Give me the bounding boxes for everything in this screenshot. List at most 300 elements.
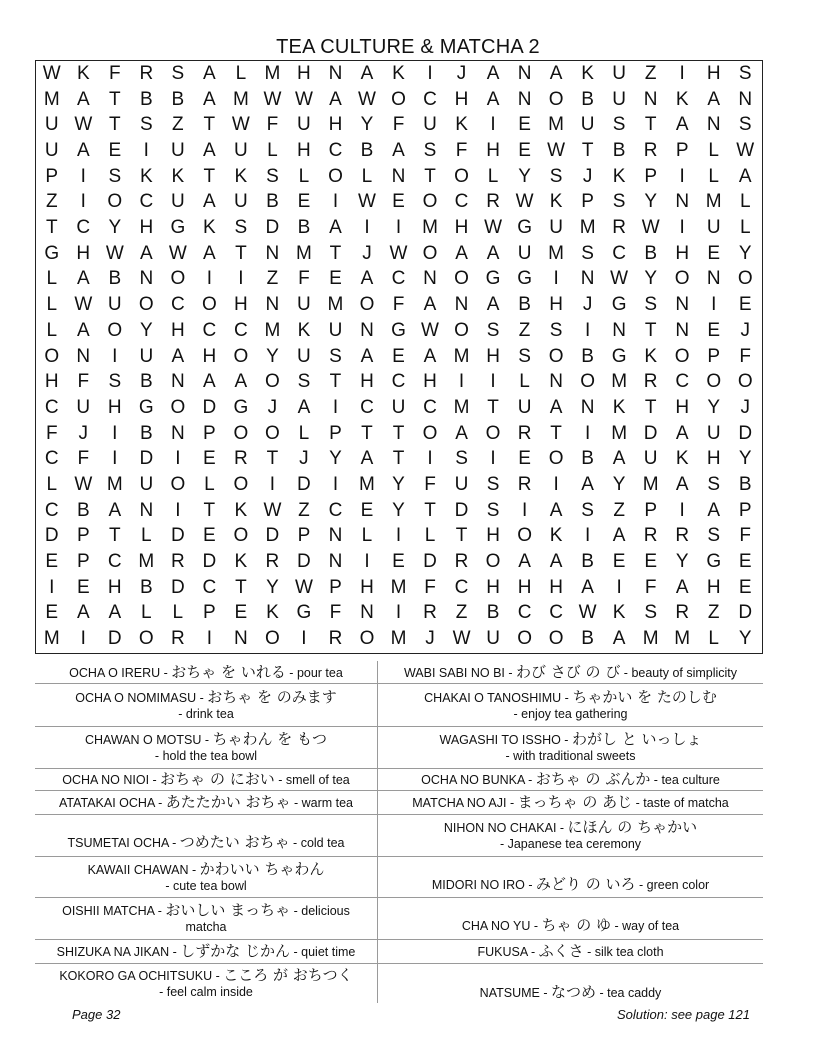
- grid-letter[interactable]: I: [143, 139, 149, 161]
- grid-letter[interactable]: O: [201, 294, 217, 316]
- grid-letter[interactable]: W: [389, 242, 408, 264]
- grid-letter[interactable]: E: [45, 551, 59, 573]
- grid-letter[interactable]: N: [643, 88, 658, 110]
- grid-letter[interactable]: I: [332, 473, 339, 495]
- grid-letter[interactable]: G: [233, 396, 249, 418]
- grid-letter[interactable]: H: [454, 88, 469, 110]
- grid-letter[interactable]: M: [359, 473, 375, 495]
- grid-letter[interactable]: H: [76, 242, 91, 264]
- grid-letter[interactable]: K: [549, 525, 563, 547]
- grid-letter[interactable]: Z: [172, 114, 184, 136]
- grid-letter[interactable]: A: [329, 217, 342, 239]
- grid-letter[interactable]: Z: [707, 602, 720, 624]
- grid-letter[interactable]: Z: [613, 499, 625, 521]
- grid-letter[interactable]: W: [610, 268, 629, 290]
- grid-letter[interactable]: A: [171, 345, 185, 367]
- grid-letter[interactable]: L: [267, 139, 278, 161]
- grid-letter[interactable]: C: [170, 294, 185, 316]
- grid-letter[interactable]: T: [45, 217, 58, 239]
- grid-letter[interactable]: Y: [738, 242, 752, 264]
- grid-letter[interactable]: T: [329, 242, 342, 264]
- grid-letter[interactable]: E: [392, 345, 405, 367]
- grid-letter[interactable]: P: [581, 191, 594, 213]
- grid-letter[interactable]: U: [517, 242, 532, 264]
- grid-letter[interactable]: U: [612, 88, 626, 110]
- grid-letter[interactable]: L: [172, 602, 184, 624]
- grid-letter[interactable]: E: [108, 139, 122, 161]
- grid-letter[interactable]: C: [517, 602, 532, 624]
- grid-letter[interactable]: B: [581, 551, 594, 573]
- grid-letter[interactable]: C: [612, 242, 626, 264]
- grid-letter[interactable]: W: [736, 139, 755, 161]
- grid-letter[interactable]: Z: [266, 268, 279, 290]
- grid-letter[interactable]: U: [580, 114, 595, 136]
- grid-letter[interactable]: U: [486, 628, 500, 650]
- grid-letter[interactable]: G: [485, 268, 501, 290]
- grid-letter[interactable]: I: [679, 165, 685, 187]
- grid-letter[interactable]: L: [141, 602, 152, 624]
- grid-letter[interactable]: O: [737, 371, 753, 393]
- grid-letter[interactable]: I: [112, 448, 118, 470]
- grid-letter[interactable]: N: [517, 88, 532, 110]
- grid-letter[interactable]: S: [549, 165, 563, 187]
- grid-letter[interactable]: T: [203, 165, 216, 187]
- grid-letter[interactable]: M: [705, 191, 722, 213]
- grid-letter[interactable]: I: [364, 551, 370, 573]
- grid-letter[interactable]: A: [392, 139, 405, 161]
- grid-letter[interactable]: O: [391, 88, 406, 110]
- grid-letter[interactable]: O: [138, 294, 154, 316]
- grid-letter[interactable]: B: [518, 294, 531, 316]
- grid-letter[interactable]: Y: [266, 345, 279, 367]
- grid-letter[interactable]: Y: [644, 268, 658, 290]
- grid-letter[interactable]: D: [297, 473, 311, 495]
- grid-letter[interactable]: O: [580, 371, 596, 393]
- grid-letter[interactable]: D: [265, 525, 280, 547]
- grid-letter[interactable]: B: [139, 576, 153, 598]
- grid-letter[interactable]: F: [392, 114, 405, 136]
- grid-letter[interactable]: F: [45, 422, 58, 444]
- grid-letter[interactable]: H: [517, 576, 532, 598]
- grid-letter[interactable]: U: [297, 114, 311, 136]
- grid-letter[interactable]: S: [707, 525, 721, 547]
- grid-letter[interactable]: W: [42, 62, 61, 84]
- grid-letter[interactable]: J: [362, 242, 372, 264]
- grid-letter[interactable]: J: [78, 422, 89, 444]
- grid-letter[interactable]: P: [297, 525, 311, 547]
- grid-letter[interactable]: Y: [266, 576, 279, 598]
- grid-letter[interactable]: U: [517, 396, 532, 418]
- grid-letter[interactable]: U: [612, 62, 626, 84]
- grid-letter[interactable]: P: [76, 525, 90, 547]
- grid-letter[interactable]: K: [297, 319, 311, 341]
- grid-letter[interactable]: I: [553, 268, 559, 290]
- grid-letter[interactable]: L: [298, 165, 310, 187]
- grid-letter[interactable]: L: [46, 319, 58, 341]
- grid-letter[interactable]: H: [139, 217, 154, 239]
- grid-letter[interactable]: N: [423, 268, 437, 290]
- grid-letter[interactable]: O: [737, 268, 753, 290]
- grid-letter[interactable]: M: [390, 628, 407, 650]
- grid-letter[interactable]: Y: [108, 217, 122, 239]
- grid-letter[interactable]: G: [44, 242, 60, 264]
- grid-letter[interactable]: I: [427, 448, 433, 470]
- grid-letter[interactable]: W: [452, 628, 471, 650]
- grid-letter[interactable]: C: [139, 191, 154, 213]
- grid-letter[interactable]: F: [108, 62, 121, 84]
- grid-letter[interactable]: A: [486, 242, 500, 264]
- grid-letter[interactable]: A: [549, 62, 563, 84]
- grid-letter[interactable]: T: [581, 139, 594, 161]
- grid-letter[interactable]: F: [424, 473, 436, 495]
- grid-letter[interactable]: A: [581, 473, 594, 495]
- grid-letter[interactable]: I: [711, 294, 717, 316]
- grid-letter[interactable]: S: [455, 448, 468, 470]
- grid-letter[interactable]: U: [44, 139, 59, 161]
- grid-letter[interactable]: G: [391, 319, 406, 341]
- grid-letter[interactable]: O: [170, 473, 186, 495]
- grid-letter[interactable]: O: [265, 628, 280, 650]
- grid-letter[interactable]: E: [203, 448, 216, 470]
- grid-letter[interactable]: Y: [392, 473, 405, 495]
- grid-letter[interactable]: G: [706, 551, 722, 573]
- grid-letter[interactable]: B: [581, 345, 594, 367]
- grid-letter[interactable]: N: [706, 114, 721, 136]
- grid-letter[interactable]: T: [644, 114, 657, 136]
- grid-letter[interactable]: U: [76, 396, 91, 418]
- grid-letter[interactable]: B: [139, 422, 153, 444]
- grid-letter[interactable]: O: [706, 371, 722, 393]
- grid-letter[interactable]: H: [328, 114, 343, 136]
- grid-letter[interactable]: N: [328, 525, 343, 547]
- grid-letter[interactable]: K: [455, 114, 468, 136]
- grid-letter[interactable]: A: [76, 268, 90, 290]
- grid-letter[interactable]: O: [422, 242, 438, 264]
- grid-letter[interactable]: Y: [644, 191, 658, 213]
- grid-letter[interactable]: S: [139, 114, 153, 136]
- grid-letter[interactable]: T: [203, 114, 216, 136]
- grid-letter[interactable]: L: [361, 525, 373, 547]
- grid-letter[interactable]: F: [77, 371, 90, 393]
- grid-letter[interactable]: F: [424, 576, 436, 598]
- grid-letter[interactable]: O: [107, 191, 123, 213]
- grid-letter[interactable]: H: [234, 294, 248, 316]
- grid-letter[interactable]: F: [298, 268, 310, 290]
- grid-letter[interactable]: C: [675, 371, 690, 393]
- grid-letter[interactable]: A: [76, 319, 90, 341]
- grid-letter[interactable]: N: [454, 294, 469, 316]
- grid-letter[interactable]: A: [738, 165, 752, 187]
- grid-letter[interactable]: L: [708, 165, 719, 187]
- grid-letter[interactable]: A: [234, 371, 248, 393]
- grid-letter[interactable]: E: [234, 602, 248, 624]
- grid-letter[interactable]: S: [707, 473, 721, 495]
- grid-letter[interactable]: K: [549, 191, 563, 213]
- grid-letter[interactable]: A: [203, 139, 216, 161]
- grid-letter[interactable]: K: [234, 499, 248, 521]
- grid-letter[interactable]: Y: [329, 448, 342, 470]
- grid-letter[interactable]: L: [424, 525, 436, 547]
- grid-letter[interactable]: J: [582, 294, 593, 316]
- grid-letter[interactable]: T: [392, 422, 405, 444]
- grid-letter[interactable]: M: [548, 242, 564, 264]
- grid-letter[interactable]: A: [423, 294, 437, 316]
- grid-letter[interactable]: A: [581, 576, 594, 598]
- grid-letter[interactable]: S: [297, 371, 311, 393]
- grid-letter[interactable]: Y: [392, 499, 405, 521]
- grid-letter[interactable]: C: [391, 371, 406, 393]
- grid-letter[interactable]: H: [675, 242, 690, 264]
- grid-letter[interactable]: T: [550, 422, 562, 444]
- grid-letter[interactable]: B: [581, 448, 594, 470]
- grid-letter[interactable]: M: [548, 114, 564, 136]
- grid-letter[interactable]: P: [203, 602, 216, 624]
- grid-letter[interactable]: A: [76, 88, 90, 110]
- grid-letter[interactable]: M: [138, 551, 155, 573]
- grid-letter[interactable]: F: [455, 139, 468, 161]
- grid-letter[interactable]: A: [675, 422, 689, 444]
- grid-letter[interactable]: H: [454, 217, 469, 239]
- grid-letter[interactable]: K: [76, 62, 90, 84]
- grid-letter[interactable]: S: [234, 217, 248, 239]
- grid-letter[interactable]: F: [392, 294, 405, 316]
- grid-letter[interactable]: O: [485, 551, 501, 573]
- grid-letter[interactable]: N: [549, 371, 563, 393]
- grid-letter[interactable]: N: [170, 422, 185, 444]
- grid-letter[interactable]: S: [486, 319, 500, 341]
- grid-letter[interactable]: W: [358, 88, 376, 110]
- grid-letter[interactable]: P: [203, 422, 216, 444]
- grid-letter[interactable]: H: [360, 371, 374, 393]
- grid-letter[interactable]: A: [329, 88, 342, 110]
- grid-letter[interactable]: I: [616, 576, 622, 598]
- grid-letter[interactable]: T: [392, 448, 405, 470]
- grid-letter[interactable]: M: [327, 294, 344, 316]
- grid-letter[interactable]: N: [170, 371, 185, 393]
- grid-letter[interactable]: O: [138, 628, 154, 650]
- grid-letter[interactable]: U: [706, 217, 721, 239]
- grid-letter[interactable]: N: [139, 499, 154, 521]
- grid-letter[interactable]: R: [643, 371, 658, 393]
- grid-letter[interactable]: R: [423, 602, 437, 624]
- grid-letter[interactable]: B: [139, 371, 153, 393]
- grid-letter[interactable]: D: [139, 448, 154, 470]
- grid-letter[interactable]: J: [267, 396, 278, 418]
- grid-letter[interactable]: B: [738, 473, 752, 495]
- grid-letter[interactable]: F: [644, 576, 657, 598]
- grid-letter[interactable]: U: [170, 191, 185, 213]
- grid-letter[interactable]: I: [80, 165, 86, 187]
- grid-letter[interactable]: N: [675, 319, 690, 341]
- grid-letter[interactable]: Z: [518, 319, 531, 341]
- grid-letter[interactable]: U: [139, 345, 154, 367]
- grid-letter[interactable]: D: [297, 551, 311, 573]
- grid-letter[interactable]: L: [739, 191, 751, 213]
- grid-letter[interactable]: H: [486, 576, 500, 598]
- grid-letter[interactable]: E: [203, 525, 216, 547]
- grid-letter[interactable]: W: [105, 242, 124, 264]
- grid-letter[interactable]: K: [612, 165, 626, 187]
- grid-letter[interactable]: I: [80, 628, 86, 650]
- grid-letter[interactable]: I: [679, 217, 685, 239]
- grid-letter[interactable]: U: [643, 448, 658, 470]
- grid-letter[interactable]: G: [170, 217, 186, 239]
- grid-letter[interactable]: W: [358, 191, 376, 213]
- grid-letter[interactable]: G: [611, 345, 627, 367]
- grid-letter[interactable]: E: [738, 294, 752, 316]
- grid-letter[interactable]: E: [392, 551, 405, 573]
- grid-letter[interactable]: I: [332, 191, 339, 213]
- grid-letter[interactable]: S: [738, 62, 752, 84]
- grid-letter[interactable]: K: [612, 602, 626, 624]
- grid-letter[interactable]: E: [738, 551, 752, 573]
- grid-letter[interactable]: T: [487, 396, 499, 418]
- grid-letter[interactable]: A: [108, 499, 122, 521]
- grid-letter[interactable]: A: [612, 628, 626, 650]
- grid-letter[interactable]: U: [44, 114, 59, 136]
- grid-letter[interactable]: O: [674, 345, 690, 367]
- grid-letter[interactable]: J: [740, 319, 750, 341]
- grid-letter[interactable]: R: [139, 62, 154, 84]
- grid-letter[interactable]: I: [395, 217, 402, 239]
- grid-letter[interactable]: S: [423, 139, 437, 161]
- grid-letter[interactable]: W: [484, 217, 503, 239]
- grid-letter[interactable]: R: [328, 628, 343, 650]
- grid-letter[interactable]: H: [170, 319, 185, 341]
- grid-letter[interactable]: S: [518, 345, 531, 367]
- grid-letter[interactable]: A: [707, 499, 721, 521]
- grid-letter[interactable]: I: [679, 499, 685, 521]
- grid-letter[interactable]: M: [611, 371, 628, 393]
- grid-letter[interactable]: S: [644, 602, 658, 624]
- grid-letter[interactable]: O: [485, 422, 501, 444]
- grid-letter[interactable]: C: [107, 551, 122, 573]
- grid-letter[interactable]: D: [423, 551, 437, 573]
- grid-letter[interactable]: E: [738, 576, 752, 598]
- grid-letter[interactable]: K: [675, 448, 689, 470]
- grid-letter[interactable]: Y: [139, 319, 153, 341]
- grid-letter[interactable]: B: [108, 268, 122, 290]
- grid-letter[interactable]: S: [329, 345, 342, 367]
- grid-letter[interactable]: R: [454, 551, 469, 573]
- grid-letter[interactable]: P: [45, 165, 59, 187]
- grid-letter[interactable]: L: [708, 628, 719, 650]
- grid-letter[interactable]: U: [549, 217, 563, 239]
- grid-letter[interactable]: O: [422, 422, 438, 444]
- grid-letter[interactable]: K: [644, 345, 658, 367]
- grid-letter[interactable]: T: [108, 525, 121, 547]
- grid-letter[interactable]: I: [49, 576, 55, 598]
- grid-letter[interactable]: L: [361, 165, 373, 187]
- grid-letter[interactable]: N: [265, 242, 280, 264]
- grid-letter[interactable]: M: [264, 319, 281, 341]
- grid-letter[interactable]: I: [584, 319, 591, 341]
- grid-letter[interactable]: P: [675, 139, 689, 161]
- grid-letter[interactable]: N: [706, 268, 721, 290]
- grid-letter[interactable]: R: [486, 191, 500, 213]
- grid-letter[interactable]: T: [108, 114, 121, 136]
- grid-letter[interactable]: D: [170, 525, 185, 547]
- grid-letter[interactable]: B: [581, 628, 594, 650]
- grid-letter[interactable]: R: [675, 602, 690, 624]
- grid-letter[interactable]: S: [612, 114, 626, 136]
- grid-letter[interactable]: F: [266, 114, 279, 136]
- grid-letter[interactable]: J: [740, 396, 750, 418]
- grid-letter[interactable]: W: [263, 499, 282, 521]
- grid-letter[interactable]: L: [708, 139, 719, 161]
- grid-letter[interactable]: U: [139, 473, 154, 495]
- grid-letter[interactable]: M: [390, 576, 407, 598]
- grid-letter[interactable]: H: [360, 576, 374, 598]
- grid-letter[interactable]: C: [76, 217, 91, 239]
- grid-letter[interactable]: F: [329, 602, 342, 624]
- grid-letter[interactable]: Y: [360, 114, 374, 136]
- grid-letter[interactable]: M: [611, 422, 628, 444]
- grid-letter[interactable]: O: [170, 268, 186, 290]
- grid-letter[interactable]: U: [706, 422, 721, 444]
- grid-letter[interactable]: P: [644, 499, 658, 521]
- grid-letter[interactable]: S: [581, 499, 594, 521]
- grid-letter[interactable]: C: [202, 576, 217, 598]
- grid-letter[interactable]: W: [74, 294, 93, 316]
- grid-letter[interactable]: E: [707, 319, 721, 341]
- grid-letter[interactable]: T: [203, 499, 216, 521]
- grid-letter[interactable]: K: [234, 551, 248, 573]
- grid-letter[interactable]: H: [549, 294, 563, 316]
- grid-letter[interactable]: Z: [298, 499, 310, 521]
- grid-letter[interactable]: I: [553, 473, 559, 495]
- grid-letter[interactable]: U: [423, 114, 437, 136]
- grid-letter[interactable]: K: [139, 165, 153, 187]
- grid-letter[interactable]: T: [235, 242, 247, 264]
- grid-letter[interactable]: D: [170, 576, 185, 598]
- grid-letter[interactable]: I: [175, 499, 181, 521]
- grid-letter[interactable]: O: [328, 165, 343, 187]
- grid-letter[interactable]: A: [360, 62, 374, 84]
- grid-letter[interactable]: N: [328, 62, 343, 84]
- grid-letter[interactable]: N: [265, 294, 280, 316]
- grid-letter[interactable]: R: [612, 217, 626, 239]
- grid-letter[interactable]: B: [612, 139, 626, 161]
- grid-letter[interactable]: N: [517, 62, 532, 84]
- grid-letter[interactable]: Y: [738, 448, 752, 470]
- grid-letter[interactable]: M: [674, 628, 691, 650]
- grid-letter[interactable]: W: [294, 576, 313, 598]
- grid-letter[interactable]: L: [46, 294, 58, 316]
- grid-letter[interactable]: O: [422, 191, 438, 213]
- grid-letter[interactable]: T: [455, 525, 468, 547]
- grid-letter[interactable]: R: [517, 422, 532, 444]
- grid-letter[interactable]: D: [738, 422, 753, 444]
- grid-letter[interactable]: O: [233, 422, 249, 444]
- grid-letter[interactable]: L: [487, 165, 499, 187]
- grid-letter[interactable]: F: [739, 525, 752, 547]
- grid-letter[interactable]: A: [76, 602, 90, 624]
- grid-letter[interactable]: A: [139, 242, 153, 264]
- grid-letter[interactable]: P: [76, 551, 90, 573]
- grid-letter[interactable]: N: [139, 268, 154, 290]
- grid-letter[interactable]: T: [424, 499, 436, 521]
- grid-letter[interactable]: N: [391, 165, 406, 187]
- grid-letter[interactable]: N: [360, 319, 374, 341]
- grid-letter[interactable]: L: [204, 473, 215, 495]
- grid-letter[interactable]: W: [294, 88, 313, 110]
- grid-letter[interactable]: L: [46, 473, 58, 495]
- grid-letter[interactable]: S: [108, 371, 122, 393]
- grid-letter[interactable]: R: [675, 525, 690, 547]
- grid-letter[interactable]: G: [611, 294, 627, 316]
- grid-letter[interactable]: K: [266, 602, 279, 624]
